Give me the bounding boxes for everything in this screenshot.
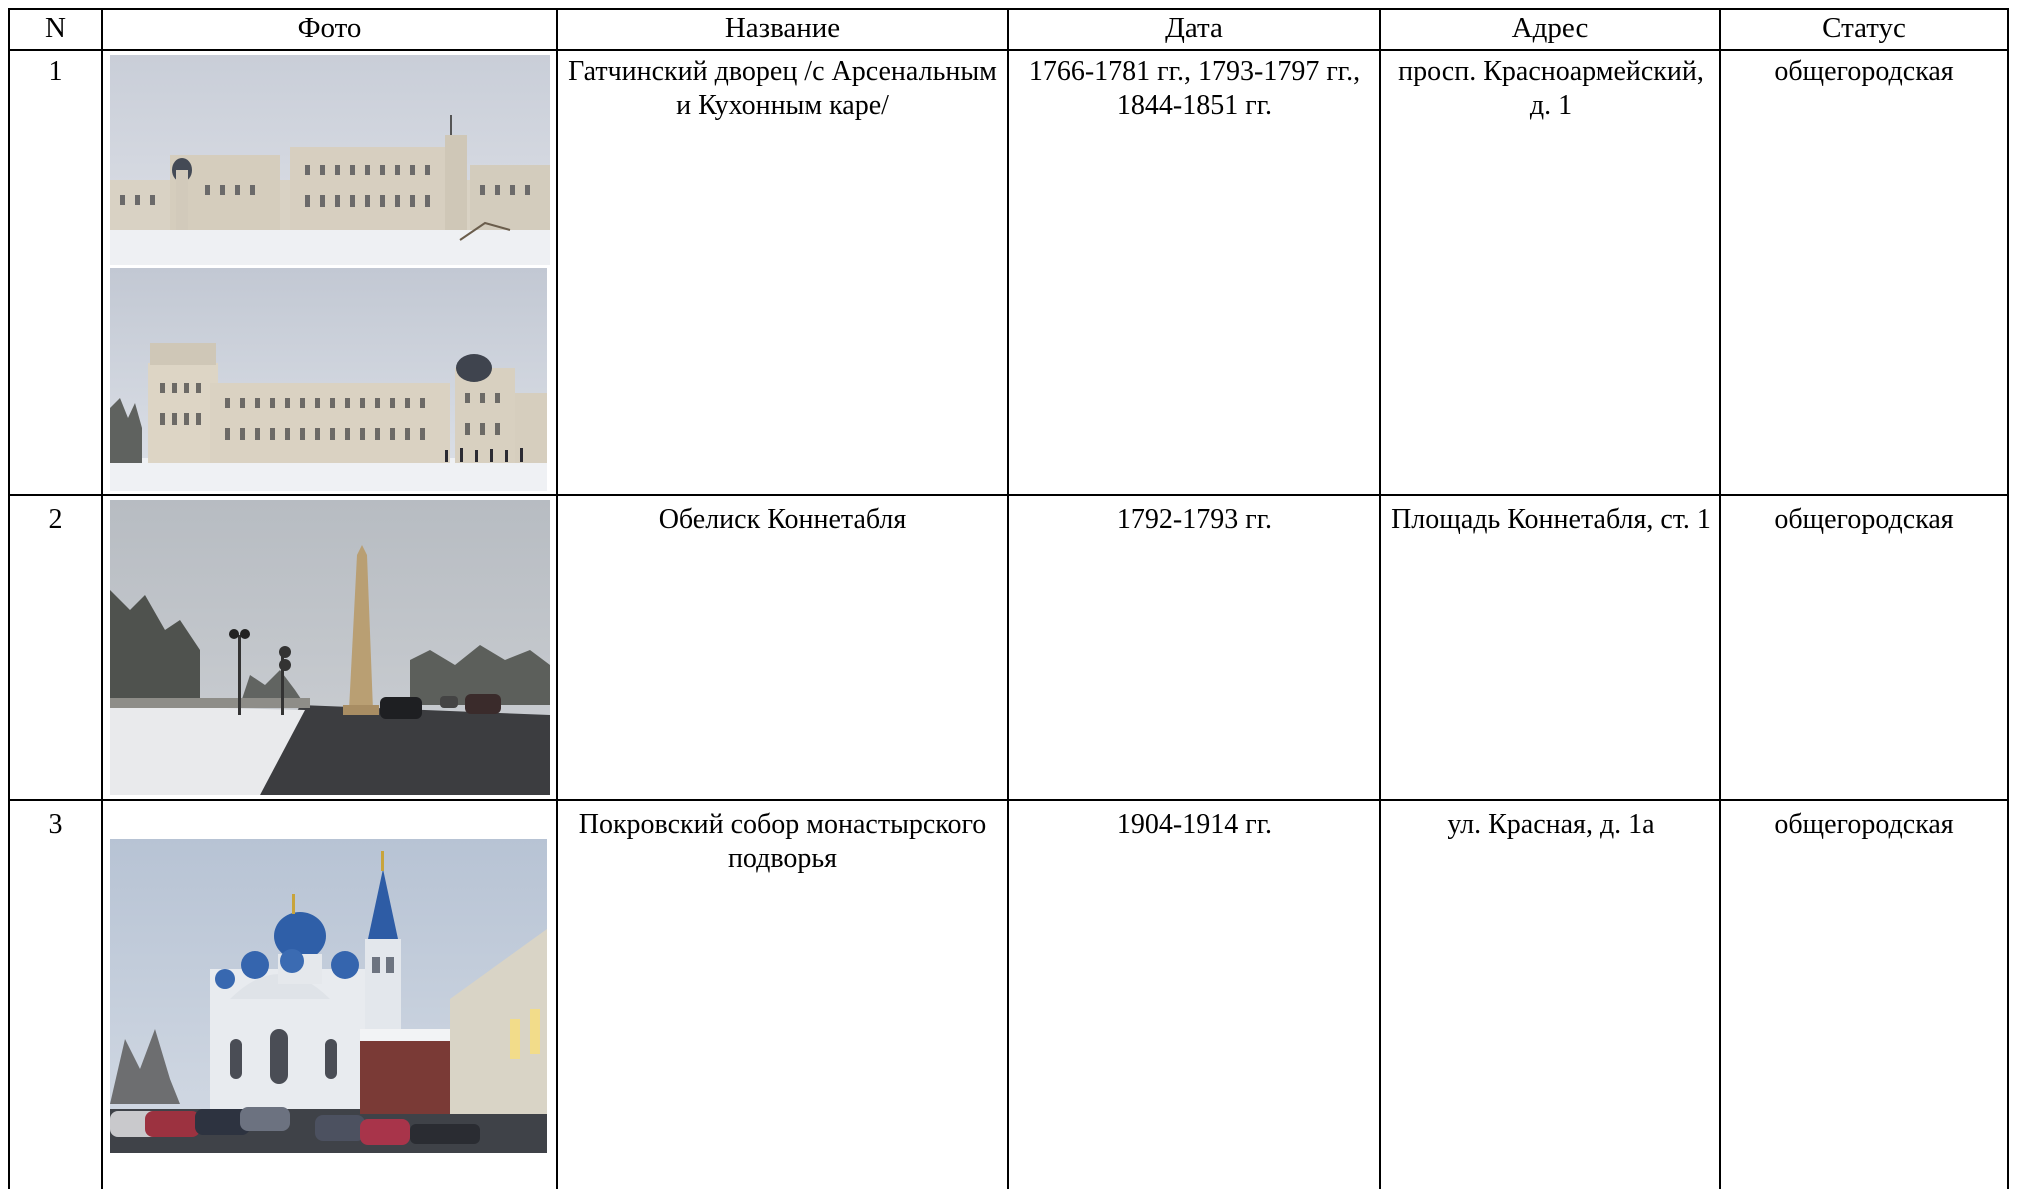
header-num: N	[45, 12, 66, 44]
header-name: Название	[724, 12, 841, 44]
obelisk-photo	[110, 500, 550, 795]
column-divider	[2007, 8, 2009, 1189]
column-divider	[8, 8, 10, 1189]
row-2-status: общегородская	[1774, 504, 1954, 535]
palace-wing-photo	[110, 268, 547, 491]
row-1-name: Гатчинский дворец /с Арсенальным и Кухонным каре/	[568, 56, 997, 121]
row-2-address: Площадь Коннетабля, ст. 1	[1391, 504, 1711, 535]
row-3-num: 3	[48, 809, 63, 840]
row-2-num: 2	[48, 504, 63, 535]
row-1-date: 1766-1781 гг., 1793-1797 гг., 1844-1851 гг.	[1028, 56, 1361, 121]
row-1-address: просп. Красноармейский, д. 1	[1398, 56, 1704, 121]
header-date: Дата	[1165, 12, 1223, 44]
cathedral-photo	[110, 839, 547, 1153]
column-divider	[1719, 8, 1721, 1189]
column-divider	[1007, 8, 1009, 1189]
row-2-name: Обелиск Коннетабля	[658, 504, 907, 535]
header-photo: Фото	[297, 12, 362, 44]
row-2-date: 1792-1793 гг.	[1116, 504, 1273, 535]
row-1-num: 1	[48, 56, 63, 87]
header-status: Статус	[1822, 12, 1906, 44]
column-divider	[556, 8, 558, 1189]
row-3-status: общегородская	[1774, 809, 1954, 840]
row-3-address: ул. Красная, д. 1а	[1447, 809, 1655, 840]
column-divider	[101, 8, 103, 1189]
palace-panorama-photo	[110, 55, 550, 265]
row-3-name: Покровский собор монастырского подворья	[578, 809, 987, 874]
row-1-status: общегородская	[1774, 56, 1954, 87]
row-3-date: 1904-1914 гг.	[1116, 809, 1273, 840]
header-address: Адрес	[1511, 12, 1589, 44]
column-divider	[1379, 8, 1381, 1189]
